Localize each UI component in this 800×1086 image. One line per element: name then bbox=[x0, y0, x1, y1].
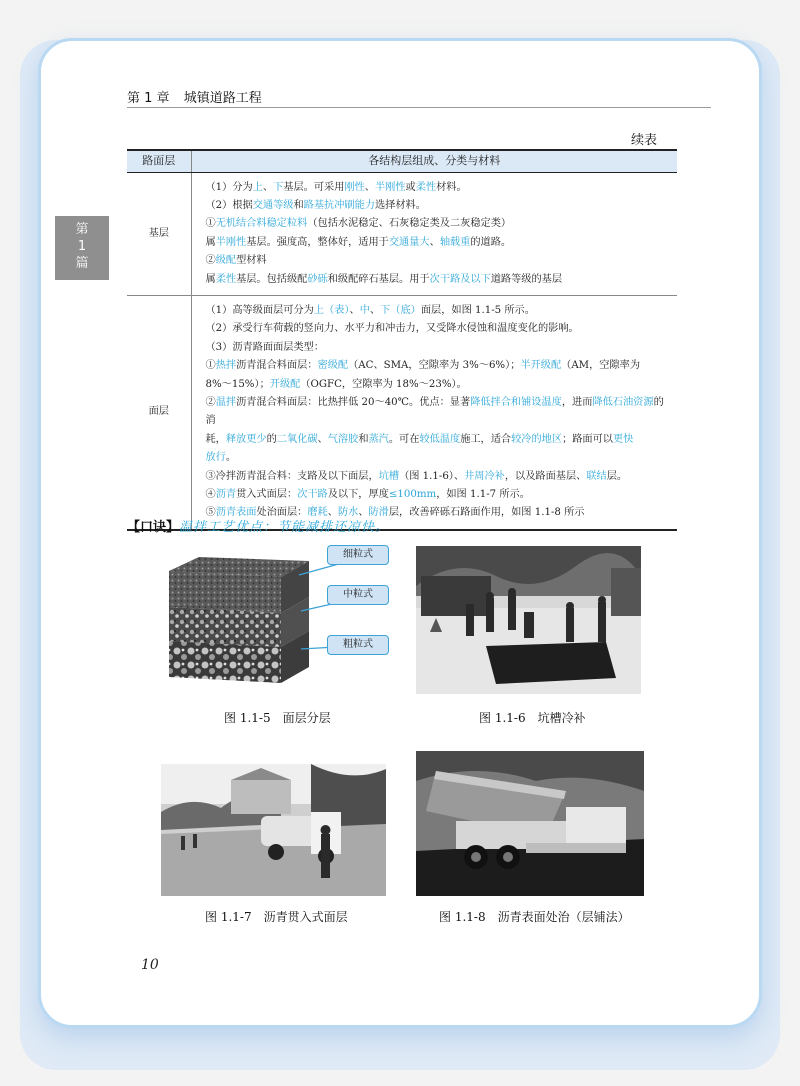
highlighted-term: 坑槽 bbox=[378, 470, 400, 482]
photo-pothole-cold-patch bbox=[416, 546, 641, 694]
highlighted-term: 次干路及以下 bbox=[429, 273, 491, 285]
highlighted-term: 密级配 bbox=[317, 360, 349, 372]
text-line bbox=[206, 271, 672, 289]
layer-label-coarse: 粗粒式 bbox=[327, 635, 389, 655]
text-segment: 、 bbox=[262, 181, 274, 193]
text-segment: ；路面可以 bbox=[562, 433, 613, 445]
text-line bbox=[206, 376, 672, 394]
highlighted-term: 上（表） bbox=[313, 304, 350, 316]
text-segment: 面层，如图 1.1-5 所示。 bbox=[420, 304, 535, 316]
highlighted-term: 交通量大 bbox=[388, 236, 430, 248]
text-segment: ② bbox=[205, 255, 216, 267]
text-segment: 沥青混合料面层： bbox=[236, 360, 318, 372]
table-row-surface bbox=[127, 295, 677, 529]
text-segment: 及以下，厚度 bbox=[327, 489, 389, 500]
text-segment: 的 bbox=[266, 433, 277, 445]
text-segment: ，进而 bbox=[561, 396, 593, 408]
table-row-base bbox=[127, 172, 677, 295]
highlighted-term: 半刚性 bbox=[374, 181, 406, 193]
text-line bbox=[206, 252, 672, 270]
text-segment: 、 bbox=[369, 304, 381, 316]
side-tab-char: 篇 bbox=[75, 256, 89, 271]
text-segment: 或 bbox=[405, 181, 416, 193]
highlighted-term: 柔性 bbox=[415, 181, 437, 193]
text-segment: 沥青混合料面层：比热拌低 20～40℃。优点：显著 bbox=[236, 396, 471, 408]
highlighted-term: 较低温度 bbox=[419, 433, 461, 445]
text-line bbox=[206, 320, 672, 338]
col-header-composition: 各结构层组成、分类与材料 bbox=[191, 150, 677, 172]
side-tab-char: 1 bbox=[77, 239, 87, 254]
text-segment: ③冷拌沥青混合料：支路及以下面层， bbox=[205, 470, 379, 482]
text-segment: （OGFC，空隙率为 18%～23%）。 bbox=[300, 378, 467, 390]
figure-caption-1-1-6: 图 1.1-6 坑槽冷补 bbox=[479, 711, 586, 725]
highlighted-term: 更快 bbox=[613, 433, 634, 445]
highlighted-term: 沥青 bbox=[215, 489, 237, 500]
highlighted-term: 中 bbox=[359, 304, 370, 316]
highlighted-term: 放行 bbox=[205, 452, 226, 464]
text-segment: 处治面层： bbox=[256, 507, 308, 519]
text-segment: （2）根据 bbox=[205, 199, 253, 211]
text-segment: 层。 bbox=[606, 470, 628, 482]
text-segment: 、 bbox=[317, 433, 328, 445]
highlighted-term: 柔性 bbox=[215, 273, 237, 285]
text-segment: 基层。可采用 bbox=[283, 181, 345, 193]
text-segment: 道路等级的基层 bbox=[490, 273, 563, 285]
text-segment: 、 bbox=[429, 236, 440, 248]
text-line bbox=[206, 179, 672, 197]
highlighted-term: 热拌 bbox=[215, 360, 237, 372]
highlighted-term: 级配 bbox=[215, 255, 237, 267]
highlighted-term: 井周冷补 bbox=[464, 470, 505, 482]
highlighted-term: ≤100mm bbox=[388, 489, 437, 500]
figure-layered-block bbox=[159, 549, 409, 699]
side-tab-char: 第 bbox=[75, 222, 89, 237]
text-segment: （1）分为 bbox=[205, 181, 253, 193]
page-number: 10 bbox=[141, 957, 159, 973]
text-segment: 和 bbox=[358, 433, 369, 445]
text-segment: ② bbox=[205, 396, 216, 408]
highlighted-term: 释放更少 bbox=[225, 433, 267, 445]
text-segment: ，以及路面基层、 bbox=[504, 470, 587, 482]
continued-label: 续表 bbox=[630, 133, 657, 148]
text-line bbox=[206, 431, 672, 449]
chapter-number: 第 1 章 bbox=[127, 91, 170, 106]
text-segment: ，如图 1.1-7 所示。 bbox=[436, 489, 530, 500]
text-segment: （AC、SMA，空隙率为 3%～6%）； bbox=[348, 360, 521, 372]
text-segment: （2）承受行车荷载的竖向力、水平力和冲击力，又受降水侵蚀和温度变化的影响。 bbox=[205, 323, 579, 335]
layer-label-fine: 细粒式 bbox=[327, 545, 389, 565]
text-segment: 、 bbox=[364, 181, 375, 193]
row-content-base bbox=[191, 172, 677, 295]
text-segment: 基层。强度高，整体好，适用于 bbox=[246, 236, 389, 248]
text-segment: ⑤ bbox=[205, 507, 216, 519]
figure-caption-1-1-7: 图 1.1-7 沥青贯入式面层 bbox=[205, 910, 348, 924]
text-segment: 。 bbox=[225, 452, 237, 464]
photo-penetration-macadam bbox=[161, 764, 386, 896]
text-line bbox=[206, 486, 672, 504]
highlighted-term: 刚性 bbox=[344, 181, 365, 193]
chapter-header bbox=[127, 87, 272, 106]
text-line bbox=[206, 339, 672, 357]
col-header-layer: 路面层 bbox=[127, 150, 191, 172]
mnemonic-text: 温拌工艺优点：节能减排还凉快。 bbox=[179, 520, 390, 535]
highlighted-term: 降低石油资源 bbox=[592, 396, 654, 408]
highlighted-term: 上 bbox=[252, 181, 263, 193]
mnemonic bbox=[127, 516, 389, 535]
book-page bbox=[38, 38, 762, 1028]
photo-surface-treatment bbox=[416, 751, 644, 896]
highlighted-term: 较冷的地区 bbox=[511, 433, 563, 445]
layer-label-medium: 中粒式 bbox=[327, 585, 389, 605]
highlighted-term: 温拌 bbox=[215, 396, 237, 408]
figure-caption-1-1-5: 图 1.1-5 面层分层 bbox=[224, 711, 331, 725]
highlighted-term: 降低拌合和铺设温度 bbox=[470, 396, 562, 408]
highlighted-term: 防水 bbox=[337, 507, 359, 519]
highlighted-term: 二氧化碳 bbox=[276, 433, 318, 445]
highlighted-term: 蒸汽 bbox=[368, 433, 389, 445]
chapter-title: 城镇道路工程 bbox=[183, 91, 262, 106]
text-segment: 属 bbox=[205, 236, 216, 248]
highlighted-term: 砂砾 bbox=[307, 273, 328, 285]
text-segment: ① bbox=[205, 360, 216, 372]
header-rule bbox=[127, 107, 711, 108]
highlighted-term: 开级配 bbox=[269, 378, 301, 390]
highlighted-term: 下 bbox=[273, 181, 284, 193]
text-segment: 的消 bbox=[205, 396, 664, 427]
row-content-surface bbox=[191, 295, 677, 529]
highlighted-term: 交通等级 bbox=[252, 199, 294, 211]
highlighted-term: 半刚性 bbox=[215, 236, 247, 248]
row-name-base: 基层 bbox=[127, 172, 191, 295]
highlighted-term: 轴载重 bbox=[439, 236, 471, 248]
highlighted-term: 沥青表面 bbox=[215, 507, 257, 519]
text-line bbox=[206, 234, 672, 252]
text-segment: 型材料 bbox=[236, 255, 267, 267]
text-segment: （AM，空隙率为 bbox=[561, 360, 641, 372]
text-segment: 耗， bbox=[205, 433, 226, 445]
text-line bbox=[206, 302, 672, 320]
text-segment: ① bbox=[205, 218, 216, 230]
highlighted-term: 下（底） bbox=[380, 304, 421, 316]
text-segment: （3）沥青路面面层类型： bbox=[205, 341, 325, 353]
text-segment: 。可在 bbox=[388, 433, 420, 445]
text-line bbox=[206, 197, 672, 215]
pavement-layer-table bbox=[127, 149, 677, 531]
text-segment: 、 bbox=[349, 304, 360, 316]
mnemonic-tag: 【口诀】 bbox=[127, 520, 180, 535]
text-line bbox=[206, 357, 672, 375]
text-segment: 选择材料。 bbox=[374, 199, 426, 211]
highlighted-term: 磨耗 bbox=[307, 507, 328, 519]
text-segment: 施工，适合 bbox=[460, 433, 512, 445]
text-line bbox=[206, 215, 672, 233]
text-segment: 层，改善碎砾石路面作用，如图 1.1-8 所示 bbox=[388, 507, 585, 519]
part-side-tab bbox=[55, 216, 109, 280]
text-segment: （1）高等级面层可分为 bbox=[205, 304, 314, 316]
highlighted-term: 气溶胶 bbox=[327, 433, 359, 445]
text-segment: 和级配碎石基层。用于 bbox=[327, 273, 430, 285]
text-segment: （包括水泥稳定、石灰稳定类及二灰稳定类） bbox=[307, 218, 512, 230]
text-segment: 的道路。 bbox=[470, 236, 512, 248]
highlighted-term: 次干路 bbox=[297, 489, 328, 500]
highlighted-term: 联结 bbox=[586, 470, 607, 482]
text-segment: 和 bbox=[293, 199, 304, 211]
highlighted-term: 无机结合料稳定粒料 bbox=[215, 218, 308, 230]
row-name-surface: 面层 bbox=[127, 295, 191, 529]
text-segment: 贯入式面层： bbox=[236, 489, 298, 500]
text-segment: 属 bbox=[205, 273, 216, 285]
text-segment: 、 bbox=[327, 507, 338, 519]
text-segment: 基层。包括级配 bbox=[236, 273, 308, 285]
text-line bbox=[206, 394, 672, 431]
highlighted-term: 路基抗冲刷能力 bbox=[303, 199, 375, 211]
text-segment: （图 1.1-6）、 bbox=[399, 470, 465, 482]
text-segment: 、 bbox=[358, 507, 369, 519]
figure-caption-1-1-8: 图 1.1-8 沥青表面处治（层铺法） bbox=[439, 910, 630, 924]
text-segment: 8%～15%）； bbox=[205, 378, 270, 390]
asphalt-block-illustration bbox=[159, 549, 409, 699]
text-segment: 材料。 bbox=[436, 181, 467, 193]
text-segment: ④ bbox=[205, 489, 216, 500]
text-line bbox=[206, 449, 672, 467]
text-line bbox=[206, 468, 672, 486]
highlighted-term: 半开级配 bbox=[520, 360, 562, 372]
highlighted-term: 防滑 bbox=[368, 507, 389, 519]
